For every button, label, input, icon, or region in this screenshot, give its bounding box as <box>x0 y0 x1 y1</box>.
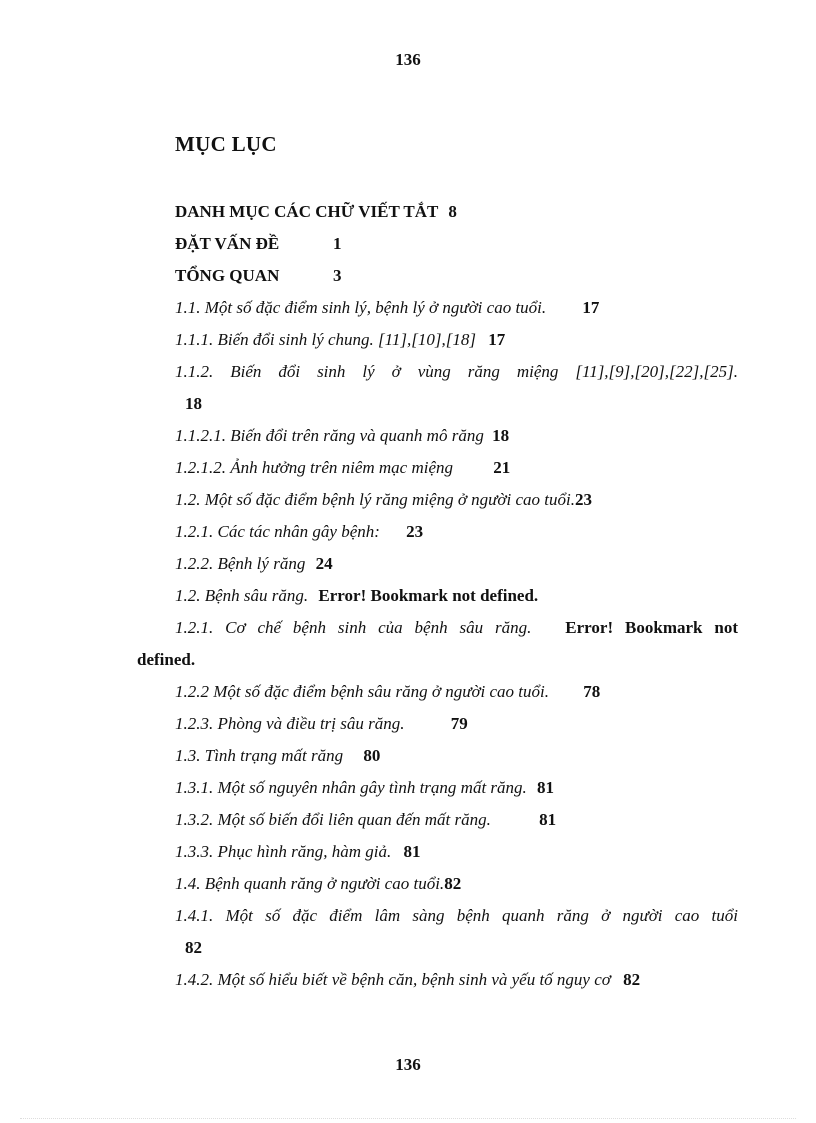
toc-entry-text: 1.1.2.1. Biến đổi trên răng và quanh mô răng <box>175 426 484 445</box>
toc-entry[interactable] <box>175 586 538 606</box>
toc-entry-text: 1.3.1. Một số nguyên nhân gây tình trạng mất răng. <box>175 778 527 797</box>
toc-entry[interactable] <box>175 458 510 478</box>
toc-entry-text: 1.2.1. Các tác nhân gây bệnh: <box>175 522 380 541</box>
toc-entry-page: 78 <box>583 682 601 701</box>
bookmark-error: Error! Bookmark not defined. <box>318 586 539 605</box>
toc-entry-text: 1.2. Một số đặc điểm bệnh lý răng miệng ở người cao tuổi. <box>175 490 575 509</box>
toc-entry-text: DANH MỤC CÁC CHỮ VIẾT TẮT <box>175 202 439 221</box>
toc-entry[interactable] <box>175 330 505 350</box>
toc-entry-text: 1.2.1. Cơ chế bệnh sinh của bệnh sâu răng. <box>175 618 532 637</box>
toc-entry-text: 1.1.1. Biến đổi sinh lý chung. [11],[10],[18] <box>175 330 476 349</box>
toc-entry[interactable] <box>175 362 738 382</box>
toc-entry-page-wrapped <box>185 938 202 958</box>
bookmark-error: Error! <box>565 618 614 637</box>
toc-entry-page: 82 <box>185 938 202 957</box>
toc-entry[interactable] <box>175 842 421 862</box>
toc-entry[interactable] <box>175 682 600 702</box>
toc-entry-page: 17 <box>582 298 600 317</box>
toc-entry-page: 82 <box>444 874 462 893</box>
toc-entry[interactable] <box>175 234 342 254</box>
toc-entry-text: 1.2.1.2. Ảnh hưởng trên niêm mạc miệng <box>175 458 454 477</box>
toc-entry-page: 8 <box>448 202 457 221</box>
toc-entry[interactable] <box>175 778 554 798</box>
toc-entry[interactable] <box>175 618 738 638</box>
toc-entry-text: 1.2.2. Bệnh lý răng <box>175 554 306 573</box>
toc-entry-page: 79 <box>450 714 468 733</box>
toc-entry[interactable] <box>175 298 599 318</box>
toc-entry-text: 1.2.2 Một số đặc điểm bệnh sâu răng ở người cao tuổi. <box>175 682 549 701</box>
toc-entry-page: 80 <box>363 746 381 765</box>
toc-entry[interactable] <box>175 810 556 830</box>
bookmark-error-tail: defined. <box>137 650 196 669</box>
toc-entry-text: 1.4. Bệnh quanh răng ở người cao tuổi. <box>175 874 445 893</box>
toc-entry-page: 21 <box>493 458 511 477</box>
toc-entry-text: 1.2. Bệnh sâu răng. <box>175 586 309 605</box>
toc-entry-page: 81 <box>539 810 557 829</box>
toc-entry[interactable] <box>175 746 380 766</box>
toc-entry[interactable] <box>175 522 423 542</box>
toc-entry-text: 1.3.3. Phục hình răng, hàm giả. <box>175 842 392 861</box>
toc-entry-page: 82 <box>623 970 641 989</box>
toc-entry-text: 1.1. Một số đặc điểm sinh lý, bệnh lý ở người cao tuổi. <box>175 298 547 317</box>
toc-entry-page: 1 <box>333 234 342 253</box>
toc-entry-text: 1.2.3. Phòng và điều trị sâu răng. <box>175 714 405 733</box>
toc-entry[interactable] <box>175 874 461 894</box>
toc-entry[interactable] <box>175 202 457 222</box>
toc-entry-page: 23 <box>574 490 592 509</box>
toc-entry[interactable] <box>175 426 509 446</box>
toc-entry-text: TỔNG QUAN <box>175 266 280 285</box>
toc-entry[interactable] <box>175 970 640 990</box>
toc-entry-page: 81 <box>403 842 421 861</box>
toc-entry[interactable] <box>175 554 333 574</box>
toc-entry[interactable] <box>175 490 592 510</box>
page-number-top: 136 <box>395 50 421 69</box>
page-title: MỤC LỤC <box>175 132 277 156</box>
toc-entry-page-wrapped <box>185 394 202 414</box>
toc-entry-text: 1.3.2. Một số biến đổi liên quan đến mất răng. <box>175 810 491 829</box>
toc-entry-text: 1.3. Tình trạng mất răng <box>175 746 344 765</box>
toc-entry[interactable] <box>175 266 342 286</box>
toc-entry-page: 17 <box>488 330 506 349</box>
page-bottom-divider <box>20 1118 796 1119</box>
toc-entry[interactable] <box>175 906 738 926</box>
toc-entry-page: 24 <box>315 554 333 573</box>
toc-entry-page: 23 <box>406 522 424 541</box>
bookmark-error: not <box>714 618 739 637</box>
page-number-bottom: 136 <box>395 1055 421 1074</box>
toc-entry-page: 3 <box>333 266 342 285</box>
toc-entry-text: ĐẶT VẤN ĐỀ <box>175 234 280 253</box>
toc-entry-text: 1.4.1. Một số đặc điểm lâm sàng bệnh quanh răng ở người cao tuổi <box>175 906 738 925</box>
toc-entry-page: 18 <box>185 394 202 413</box>
toc-entry-page: 18 <box>492 426 510 445</box>
toc-entry-text: 1.4.2. Một số hiểu biết về bệnh căn, bệnh sinh và yếu tố nguy cơ <box>175 970 611 989</box>
toc-entry-page: 81 <box>537 778 555 797</box>
toc-entry-text: 1.1.2. Biến đổi sinh lý ở vùng răng miệng [11],[9],[20],[22],[25]. <box>175 362 738 381</box>
bookmark-error: Bookmark <box>625 618 703 637</box>
toc-entry[interactable] <box>175 714 468 734</box>
